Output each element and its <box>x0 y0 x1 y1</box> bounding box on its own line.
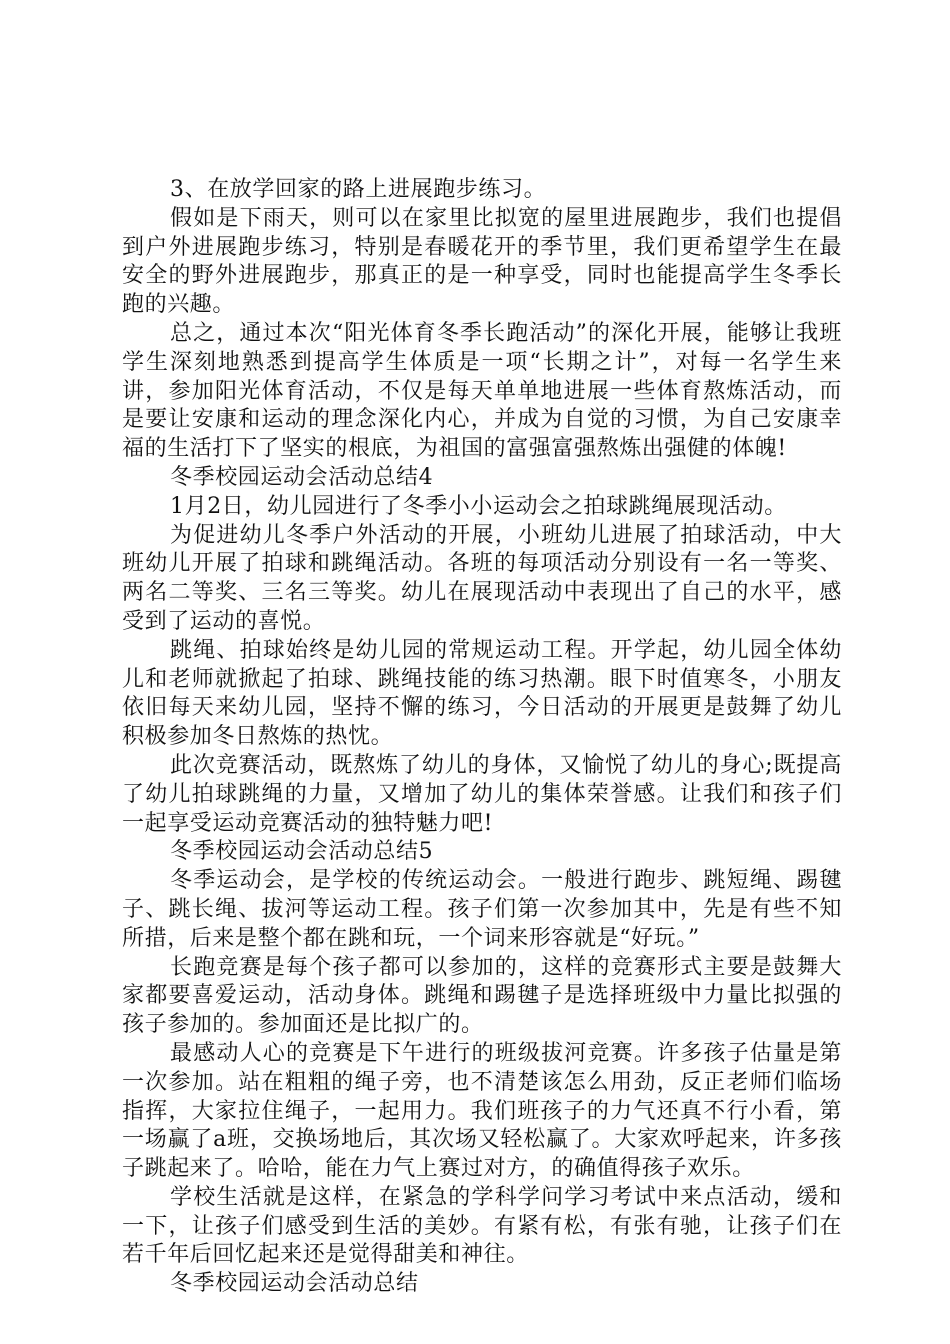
paragraph-tug-of-war: 最感动人心的竞赛是下午进行的班级拔河竞赛。许多孩子估量是第一次参加。站在粗粗的绳子旁，也不清楚该怎么用劲，反正老师们临场指挥，大家拉住绳子，一起用力。我们班孩子的力气还真不行小看，第一场赢了a班，交换场地后，其次场又轻松赢了。大家欢呼起来，许多孩子跳起来了。哈哈，能在力气上赛过对方，的确值得孩子欢乐。 <box>122 1040 842 1182</box>
paragraph-winter-games: 冬季运动会，是学校的传统运动会。一般进行跑步、跳短绳、踢毽子、跳长绳、拔河等运动工程。孩子们第一次参加其中，先是有些不知所措，后来是整个都在跳和玩，一个词来形容就是“好玩。” <box>122 868 842 951</box>
paragraph-rainy-day: 假如是下雨天，则可以在家里比拟宽的屋里进展跑步，我们也提倡到户外进展跑步练习，特别是春暖花开的季节里，我们更希望学生在最安全的野外进展跑步，那真正的是一种享受，同时也能提高学生冬季长跑的兴趣。 <box>122 205 842 318</box>
section-heading-5: 冬季校园运动会活动总结5 <box>170 839 434 865</box>
paragraph-jump-rope: 跳绳、拍球始终是幼儿园的常规运动工程。开学起，幼儿园全体幼儿和老师就掀起了拍球、跳绳技能的练习热潮。眼下时值寒冬，小朋友依旧每天来幼儿园，坚持不懈的练习，今日活动的开展更是鼓舞了幼儿积极参加冬日熬炼的热忱。 <box>122 637 842 750</box>
document-body <box>122 176 842 1299</box>
section-heading-final: 冬季校园运动会活动总结 <box>170 1271 419 1297</box>
paragraph-long-run: 长跑竞赛是每个孩子都可以参加的，这样的竞赛形式主要是鼓舞大家都要喜爱运动，活动身体。跳绳和踢毽子是选择班级中力量比拟强的孩子参加的。参加面还是比拟广的。 <box>122 954 842 1038</box>
paragraph-competition: 此次竞赛活动，既熬炼了幼儿的身体，又愉悦了幼儿的身心;既提高了幼儿拍球跳绳的力量，又增加了幼儿的集体荣誉感。让我们和孩子们一起享受运动竞赛活动的独特魅力吧! <box>122 752 842 836</box>
paragraph-promote-activities: 为促进幼儿冬季户外活动的开展，小班幼儿进展了拍球活动，中大班幼儿开展了拍球和跳绳活动。各班的每项活动分别设有一名一等奖、两名二等奖、三名三等奖。幼儿在展现活动中表现出了自己的水平，感受到了运动的喜悦。 <box>122 522 842 634</box>
paragraph-conclusion: 总之，通过本次“阳光体育冬季长跑活动”的深化开展，能够让我班学生深刻地熟悉到提高学生体质是一项“长期之计”，对每一名学生来讲，参加阳光体育活动，不仅是每天单单地进展一些体育熬炼活动，而是要让安康和运动的理念深化内心，并成为自觉的习惯，为自己安康幸福的生活打下了坚实的根底，为祖国的富强富强熬炼出强健的体魄! <box>122 320 842 462</box>
paragraph-school-life: 学校生活就是这样，在紧急的学科学问学习考试中来点活动，缓和一下，让孩子们感受到生活的美妙。有紧有松，有张有驰，让孩子们在若千年后回忆起来还是觉得甜美和神往。 <box>122 1184 842 1268</box>
paragraph-jan-2: 1月2日，幼儿园进行了冬季小小运动会之拍球跳绳展现活动。 <box>170 493 787 519</box>
section-heading-4: 冬季校园运动会活动总结4 <box>170 464 434 490</box>
paragraph-running-practice: 3、在放学回家的路上进展跑步练习。 <box>170 177 547 202</box>
